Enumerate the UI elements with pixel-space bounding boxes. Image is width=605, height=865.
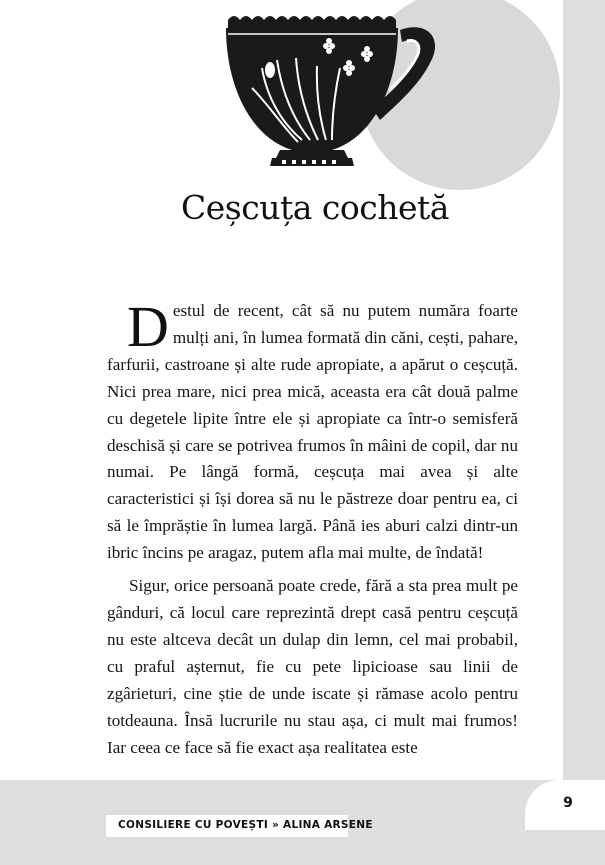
paragraph-1 xyxy=(107,294,518,567)
teacup-icon xyxy=(222,8,442,170)
page-number: 9 xyxy=(563,795,573,811)
footer-label: CONSILIERE CU POVEȘTI » ALINA ARSENE xyxy=(118,819,373,831)
paragraph-1-text: estul de recent, cât să nu putem număra foarte mulți ani, în lumea formată din căni, cești, pahare, farfurii, castroane și alte rude apropiate, a apărut o ceșcuță. Nici prea mare, nici prea mică, aceasta era cât două palme cu degetele lipite între ele și apropiate ca într-o semisferă deschisă și care se potrivea frumos în mâini de copil, dar nu numai. Pe lângă formă, ceșcuța mai avea și alte caracteristici și își dorea să nu le păstreze doar pentru ea, ci să le împrăștie în lumea largă. Până ies aburi calzi dintr-un ibric încins pe aragaz, putem afla mai multe, de îndată! xyxy=(107,301,518,563)
drop-cap: D xyxy=(127,294,169,359)
paragraph-2: Sigur, orice persoană poate crede, fără a sta prea mult pe gânduri, că locul care reprezintă drept casă pentru ceșcuță nu este altceva decât un dulap din lemn, cel mai probabil, cu praful așternut, fie cu pete lipicioase sau linii de zgârieturi, cine știe de unde iscate și rămase acolo pentru totdeauna. Însă lucrurile nu stau așa, ci mult mai frumos! Iar ceea ce face să fie exact așa realitatea este xyxy=(107,576,518,757)
chapter-title: Ceșcuța cochetă xyxy=(181,188,449,227)
side-margin-strip xyxy=(563,0,605,780)
body-text xyxy=(107,294,518,761)
